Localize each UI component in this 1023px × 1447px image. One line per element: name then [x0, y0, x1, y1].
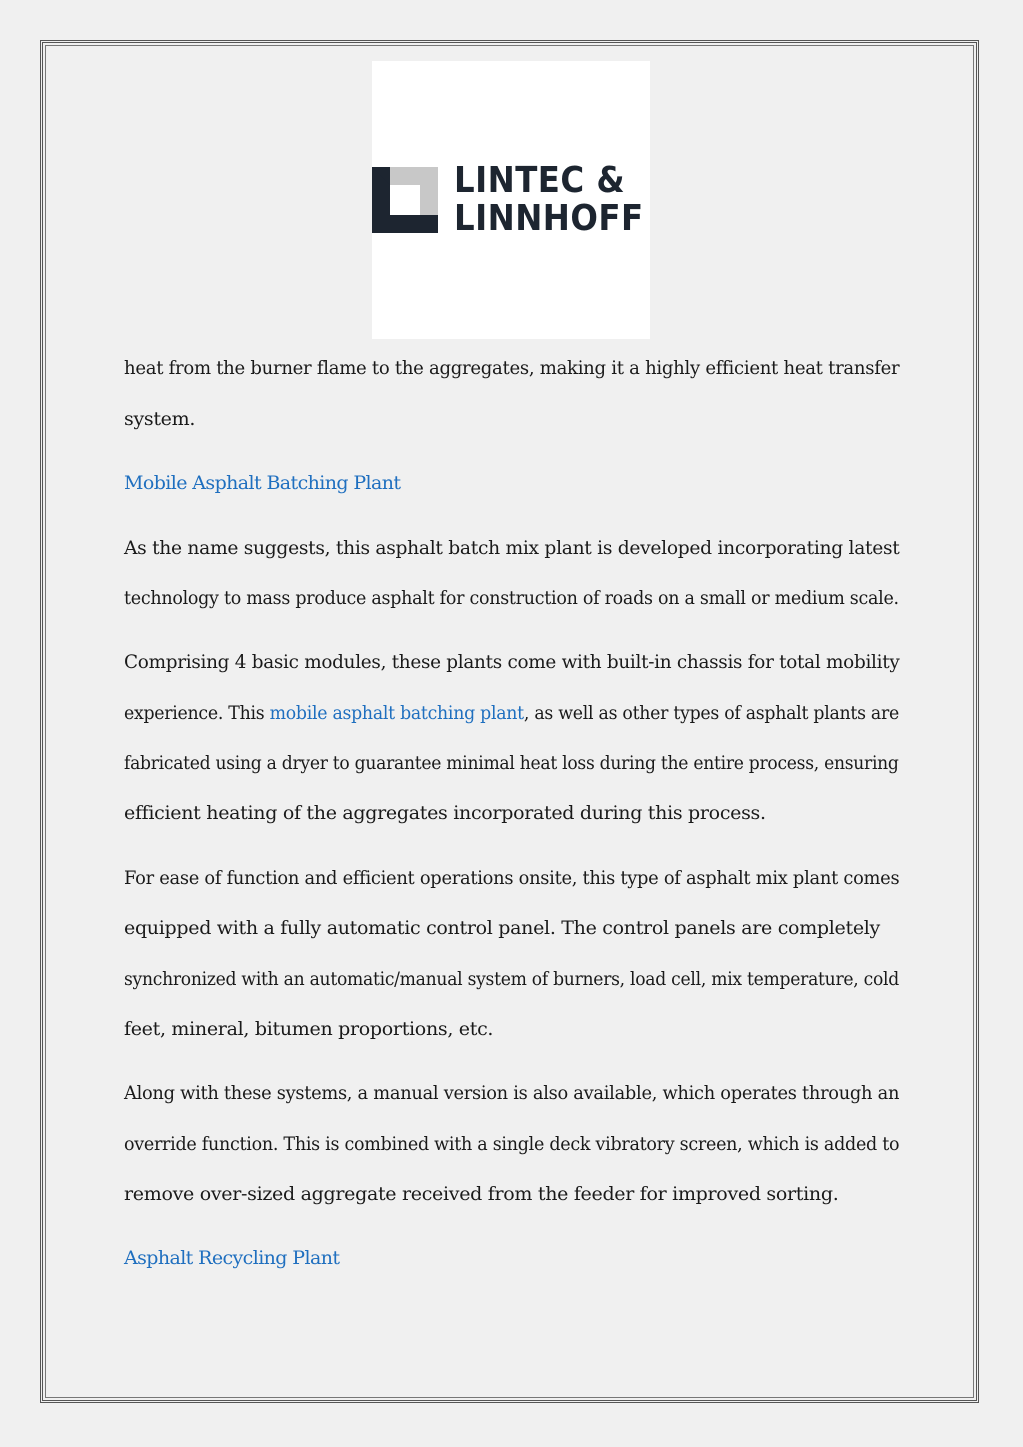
p2-line-2: [124, 702, 899, 724]
p2-line-3: fabricated using a dryer to guarantee minimal heat loss during the entire process, ensuring: [124, 752, 899, 774]
p3-line-2: equipped with a fully automatic control panel. The control panels are completely: [124, 917, 880, 939]
company-logo: [372, 61, 650, 339]
p1-line-1: As the name suggests, this asphalt batch mix plant is developed incorporating latest: [124, 537, 900, 559]
p2-line-1: Comprising 4 basic modules, these plants come with built-in chassis for total mobility: [124, 651, 900, 673]
logo-line-2: LINNHOFF: [454, 198, 644, 239]
logo-line-1: LINTEC &: [454, 160, 626, 201]
mobile-asphalt-batching-plant-link[interactable]: mobile asphalt batching plant: [269, 702, 524, 724]
p4-line-2: override function. This is combined with a single deck vibratory screen, which is added to: [124, 1133, 900, 1155]
intro-line-1: heat from the burner flame to the aggregates, making it a highly efficient heat transfer: [124, 357, 900, 379]
logo-mark-icon: [372, 167, 438, 233]
intro-line-2: system.: [124, 408, 196, 430]
p3-line-4: feet, mineral, bitumen proportions, etc.: [124, 1018, 494, 1040]
logo-wordmark: [454, 162, 644, 238]
heading-asphalt-recycling-plant: Asphalt Recycling Plant: [124, 1247, 340, 1269]
p2-line-2-before: experience. This: [124, 702, 270, 724]
p2-line-4: efficient heating of the aggregates incorporated during this process.: [124, 802, 766, 824]
p3-line-1: For ease of function and efficient operations onsite, this type of asphalt mix plant comes: [124, 867, 900, 889]
p2-line-2-after: , as well as other types of asphalt plants are: [523, 702, 899, 724]
p3-line-3: synchronized with an automatic/manual system of burners, load cell, mix temperature, cold: [124, 968, 899, 990]
heading-mobile-asphalt-batching-plant: Mobile Asphalt Batching Plant: [124, 472, 401, 494]
p4-line-3: remove over-sized aggregate received from the feeder for improved sorting.: [124, 1183, 839, 1205]
p1-line-2: technology to mass produce asphalt for construction of roads on a small or medium scale.: [124, 587, 899, 609]
p4-line-1: Along with these systems, a manual version is also available, which operates through an: [124, 1082, 900, 1104]
